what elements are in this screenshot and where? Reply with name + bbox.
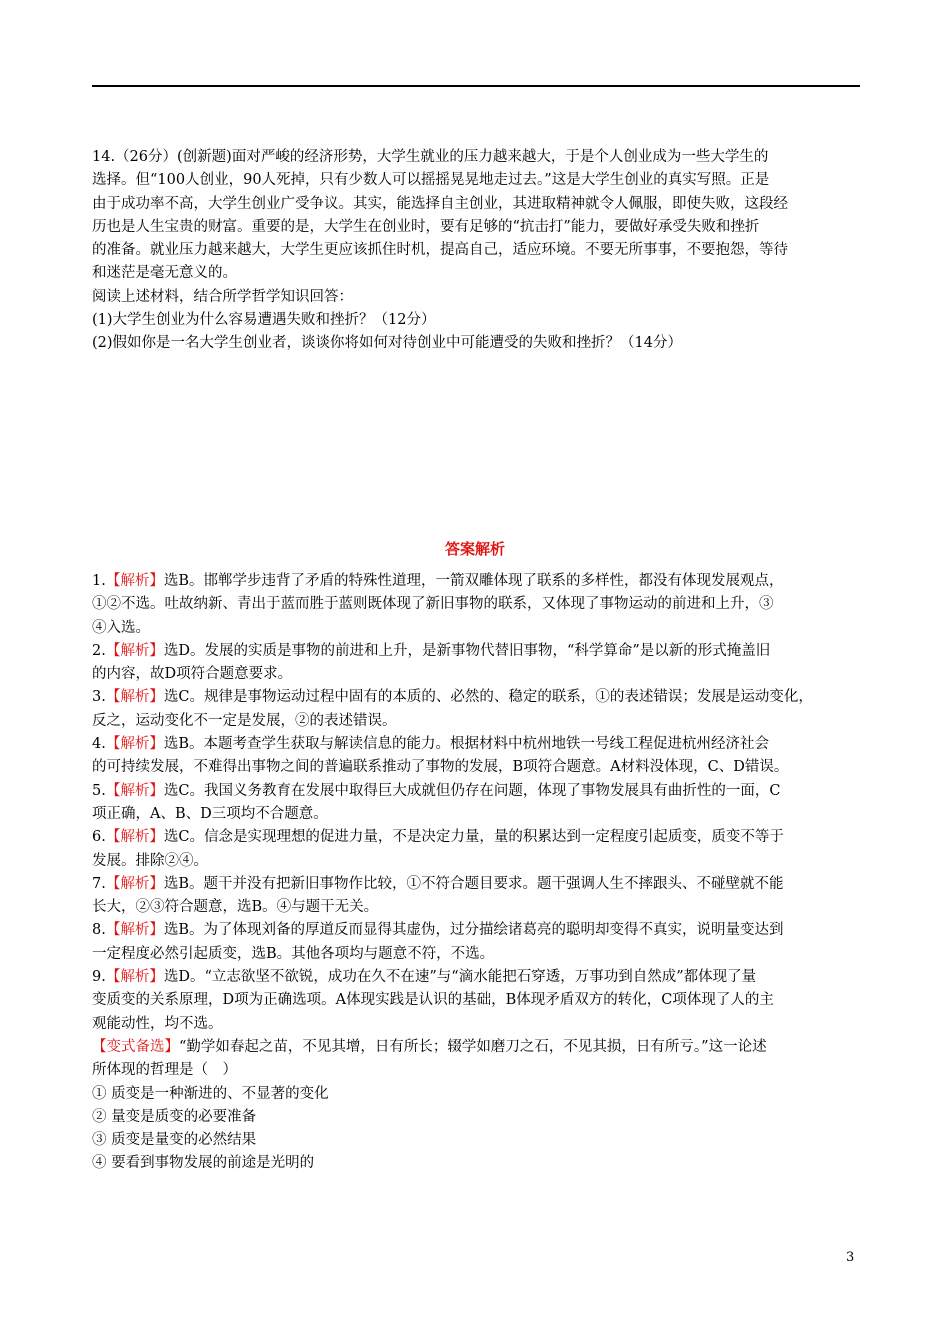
answer-line [92, 686, 867, 709]
answer-text: 的可持续发展，不难得出事物之间的普遍联系推动了事物的发展，B项符合题意。A材料没体现，C、D错误。 [92, 759, 789, 776]
answer-text: 选C。信念是实现理想的促进力量，不是决定力量，量的积累达到一定程度引起质变，质变不等于 [163, 829, 784, 846]
analysis-tag: 【解析】 [105, 573, 164, 589]
header-rule [92, 85, 860, 87]
answer-number: 6. [92, 829, 106, 846]
analysis-tag: 【解析】 [105, 969, 164, 986]
answer-line [92, 919, 867, 942]
analysis-tag: 【解析】 [105, 642, 164, 659]
question-14 [92, 146, 867, 356]
analysis-tag: 【变式备选】 [92, 1038, 179, 1055]
q14-line: 和迷茫是毫无意义的。 [92, 265, 237, 282]
answer-number: 4. [92, 736, 106, 753]
answer-text: ③ 质变是量变的必然结果 [92, 1132, 257, 1149]
answer-line [92, 733, 867, 756]
answer-line [92, 617, 867, 640]
answer-line [92, 570, 867, 593]
answer-text: 的内容，故D项符合题意要求。 [92, 666, 293, 683]
q14-line: 14.（26分）(创新题)面对严峻的经济形势，大学生就业的压力越来越大，于是个人创业成为一些大学生的 [92, 149, 769, 165]
answer-line [92, 850, 867, 873]
answer-number: 3. [92, 689, 106, 706]
answer-text: 发展。排除②④。 [92, 852, 208, 869]
answer-text: “勤学如春起之苗，不见其增，日有所长；辍学如磨刀之石，不见其损，日有所亏。”这一论述 [179, 1038, 767, 1055]
answer-number: 8. [92, 922, 106, 939]
answer-line [92, 663, 867, 686]
q14-line: (2)假如你是一名大学生创业者，谈谈你将如何对待创业中可能遭受的失败和挫折？（14分） [92, 335, 682, 352]
answer-line [92, 873, 867, 896]
answer-text: 选B。邯郸学步违背了矛盾的特殊性道理，一箭双雕体现了联系的多样性，都没有体现发展观点， [163, 573, 784, 589]
answer-line [92, 640, 867, 663]
answer-text: 选B。题干并没有把新旧事物作比较，①不符合题目要求。题干强调人生不摔跟头、不碰壁就不能 [163, 875, 784, 892]
analysis-tag: 【解析】 [105, 736, 164, 753]
answer-text: 反之，运动变化不一定是发展，②的表述错误。 [92, 712, 397, 729]
answer-text: ① 质变是一种渐进的、不显著的变化 [92, 1085, 329, 1102]
answer-text: 选D。发展的实质是事物的前进和上升，是新事物代替旧事物，“科学算命”是以新的形式掩盖旧 [163, 642, 771, 659]
answer-line [92, 943, 867, 966]
answer-line [92, 1059, 867, 1082]
answer-line [92, 1152, 867, 1175]
answer-text: ② 量变是质变的必要准备 [92, 1108, 257, 1125]
answer-text: 一定程度必然引起质变，选B。其他各项均与题意不符，不选。 [92, 945, 495, 962]
answers-section [92, 570, 867, 1176]
q14-line: 的准备。就业压力越来越大，大学生更应该抓住时机，提高自己，适应环境。不要无所事事，不要抱怨，等待 [92, 242, 788, 259]
answer-number: 9. [92, 969, 106, 986]
answer-number: 2. [92, 642, 106, 659]
q14-line: 由于成功率不高，大学生创业广受争议。其实，能选择自主创业，其进取精神就令人佩服，即使失败，这段经 [92, 195, 788, 212]
answer-line [92, 1129, 867, 1152]
answer-line [92, 896, 867, 919]
answer-text: 选B。为了体现刘备的厚道反而显得其虚伪，过分描绘诸葛亮的聪明却变得不真实，说明量变达到 [163, 922, 784, 939]
answer-line [92, 989, 867, 1012]
answer-line [92, 593, 867, 616]
answer-line [92, 710, 867, 733]
analysis-tag: 【解析】 [105, 875, 164, 892]
answer-line [92, 1036, 867, 1059]
q14-line: 选择。但“100人创业，90人死掉，只有少数人可以摇摇晃晃地走过去。”这是大学生创业的真实写照。正是 [92, 172, 770, 189]
answer-text: 所体现的哲理是（ ） [92, 1062, 237, 1079]
answer-line [92, 1106, 867, 1129]
answer-text: 选B。本题考查学生获取与解读信息的能力。根据材料中杭州地铁一号线工程促进杭州经济社会 [163, 736, 769, 753]
answer-text: 变质变的关系原理，D项为正确选项。A体现实践是认识的基础，B体现矛盾双方的转化，C项体现了人的主 [92, 992, 774, 1009]
answer-text: 选C。我国义务教育在发展中取得巨大成就但仍存在问题，体现了事物发展具有曲折性的一面，C [163, 782, 781, 799]
q14-line: 阅读上述材料，结合所学哲学知识回答： [92, 288, 353, 305]
answer-line [92, 780, 867, 803]
analysis-tag: 【解析】 [105, 829, 164, 846]
answer-text: ①②不选。吐故纳新、青出于蓝而胜于蓝则既体现了新旧事物的联系，又体现了事物运动的前进和上升，③ [92, 596, 774, 613]
answer-text: 项正确，A、B、D三项均不合题意。 [92, 805, 328, 822]
answer-text: ④ 要看到事物发展的前途是光明的 [92, 1155, 315, 1172]
answer-number: 5. [92, 782, 106, 799]
analysis-tag: 【解析】 [105, 689, 164, 706]
analysis-tag: 【解析】 [105, 922, 164, 939]
answer-number: 1. [92, 573, 106, 589]
answer-line [92, 803, 867, 826]
answer-text: ④入选。 [92, 619, 150, 636]
answer-line [92, 826, 867, 849]
answer-text: 观能动性，均不选。 [92, 1015, 223, 1032]
answer-number: 7. [92, 875, 106, 892]
answer-text: 选C。规律是事物运动过程中固有的本质的、必然的、稳定的联系，①的表述错误；发展是运动变化， [163, 689, 813, 706]
q14-line: (1)大学生创业为什么容易遭遇失败和挫折？（12分） [92, 312, 436, 329]
answer-line [92, 1083, 867, 1106]
answer-line [92, 756, 867, 779]
answer-line [92, 1013, 867, 1036]
answer-text: 选D。“立志欲坚不欲锐，成功在久不在速”与“滴水能把石穿透，万事功到自然成”都体现了量 [163, 969, 757, 986]
answer-line [92, 966, 867, 989]
q14-line: 历也是人生宝贵的财富。重要的是，大学生在创业时，要有足够的“抗击打”能力，要做好承受失败和挫折 [92, 218, 760, 235]
answers-title: 答案解析 [444, 540, 505, 558]
answer-text: 长大，②③符合题意，选B。④与题干无关。 [92, 899, 379, 916]
page-number: 3 [846, 1250, 855, 1265]
analysis-tag: 【解析】 [105, 782, 164, 799]
